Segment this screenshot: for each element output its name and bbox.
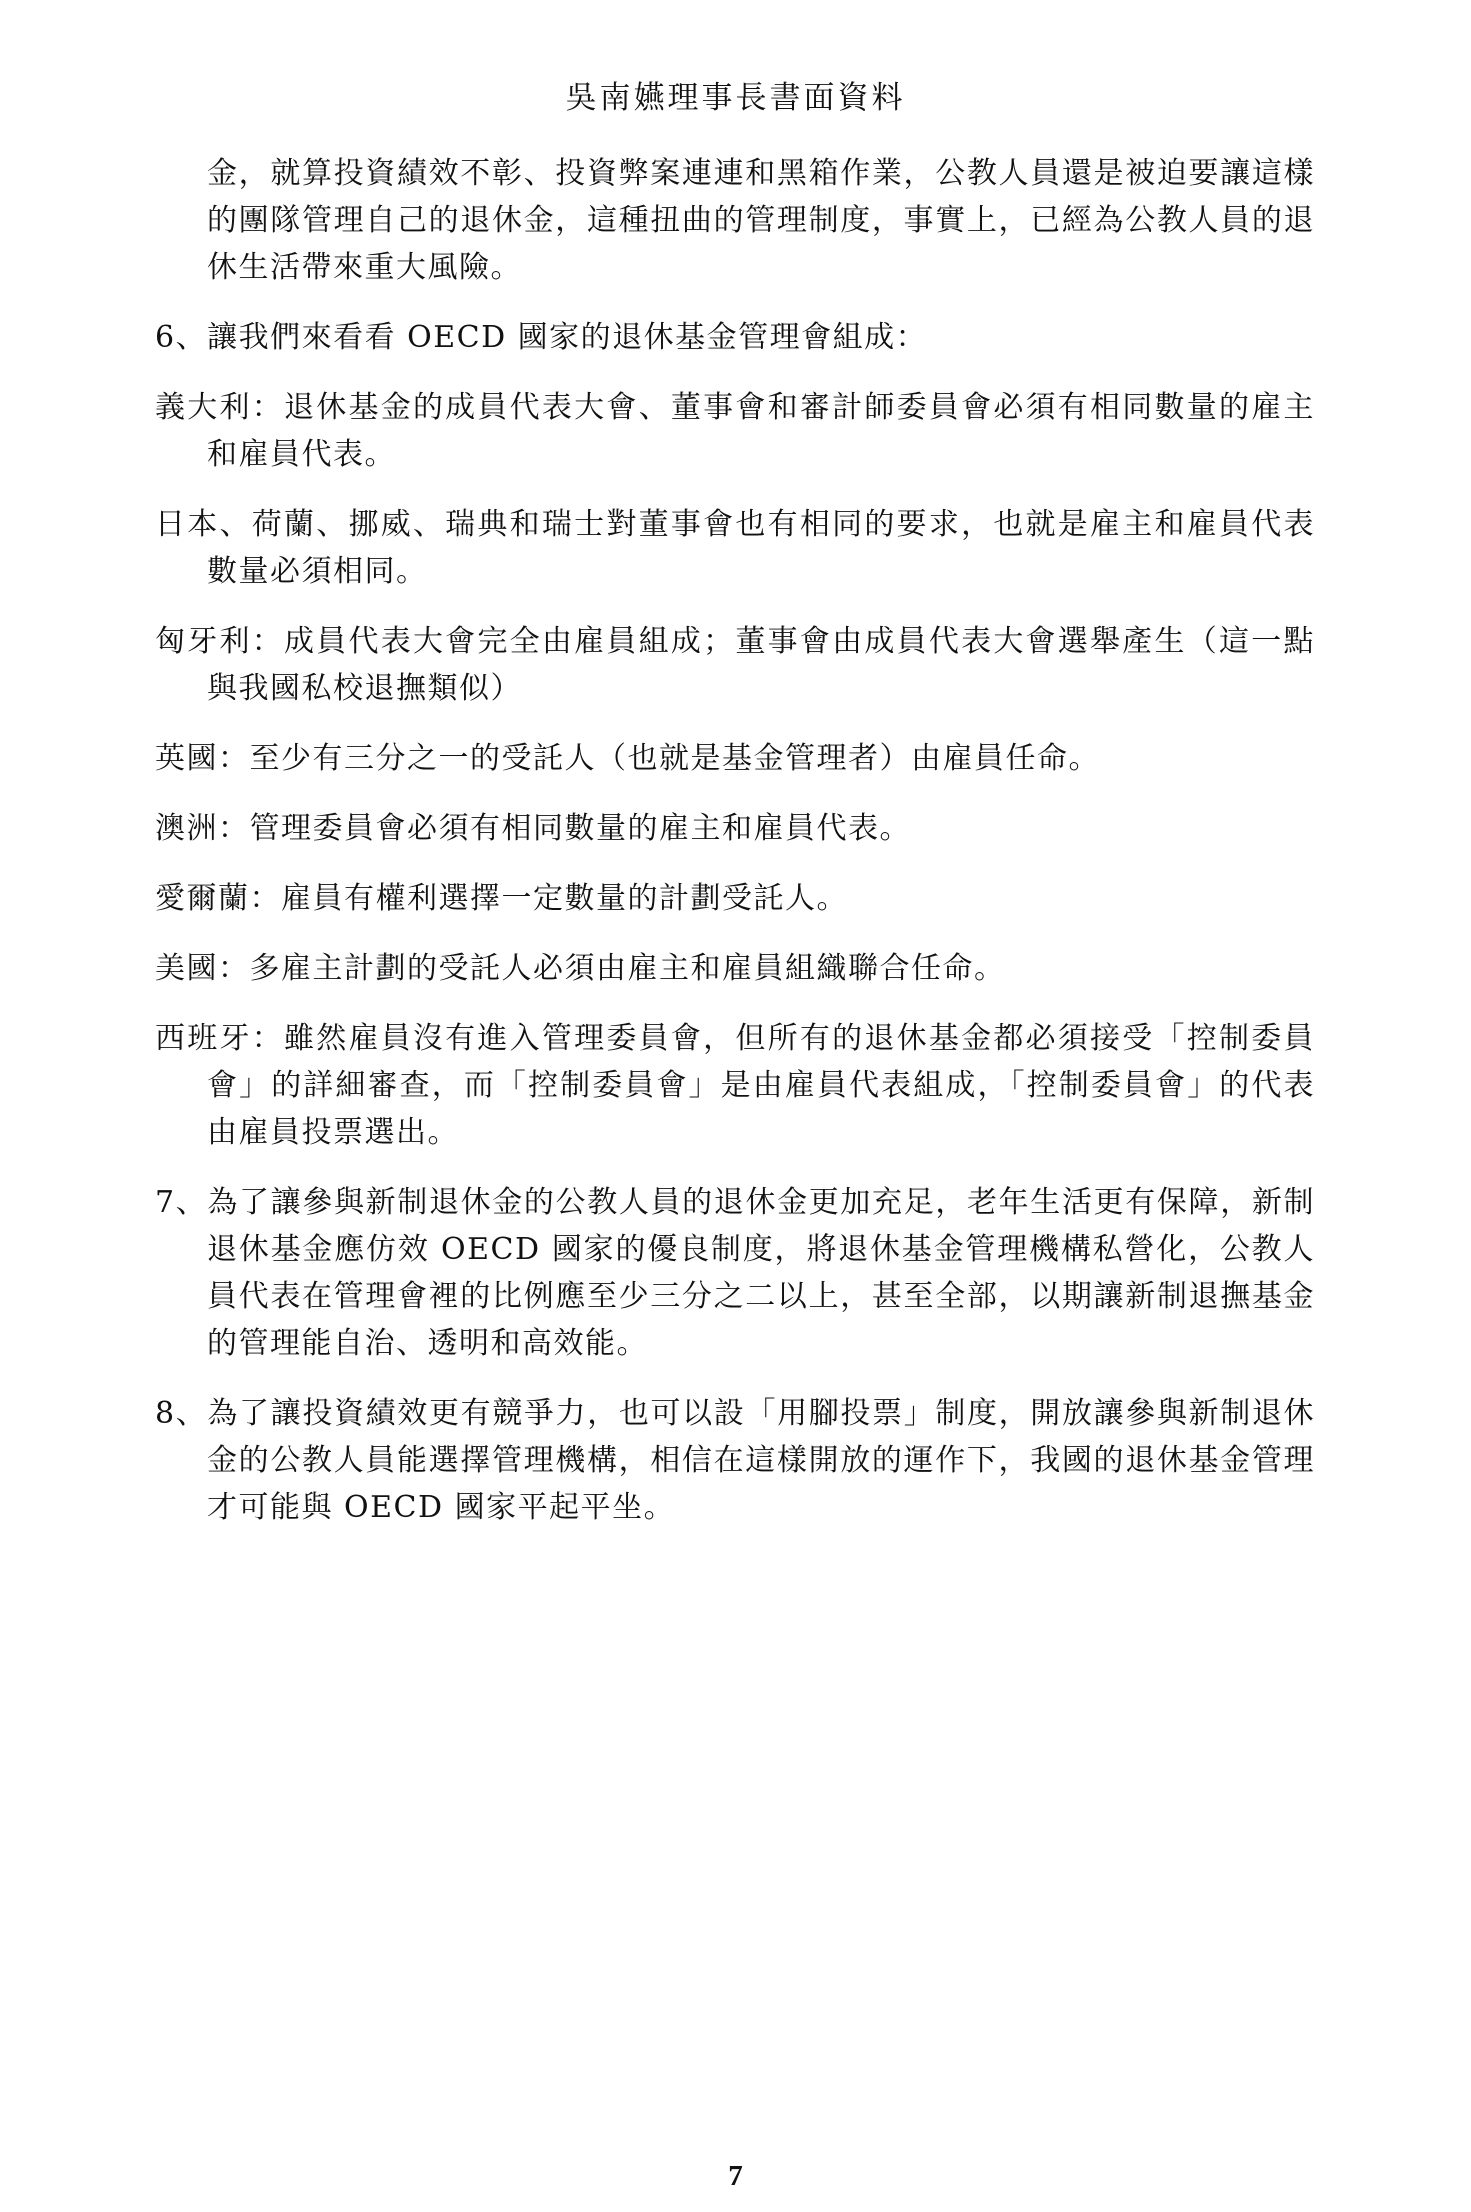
paragraph-item-7: 7、為了讓參與新制退休金的公教人員的退休金更加充足，老年生活更有保障，新制退休基金應仿效 OECD 國家的優良制度，將退休基金管理機構私營化，公教人員代表在管理會裡的比例應至少三分之二以上，甚至全部，以期讓新制退撫基金的管理能自治、透明和高效能。 xyxy=(155,1185,1315,1361)
paragraph-hungary: 匈牙利：成員代表大會完全由雇員組成；董事會由成員代表大會選舉產生（這一點與我國私校退撫類似） xyxy=(155,624,1315,706)
document-body xyxy=(155,150,1315,1554)
paragraph-ireland: 愛爾蘭：雇員有權利選擇一定數量的計劃受託人。 xyxy=(155,881,848,916)
paragraph-australia: 澳洲：管理委員會必須有相同數量的雇主和雇員代表。 xyxy=(155,811,911,846)
paragraph-usa: 美國：多雇主計劃的受託人必須由雇主和雇員組織聯合任命。 xyxy=(155,951,1006,986)
paragraph-japan-netherlands: 日本、荷蘭、挪威、瑞典和瑞士對董事會也有相同的要求，也就是雇主和雇員代表數量必須相同。 xyxy=(155,507,1315,589)
document-header: 吳南嬿理事長書面資料 xyxy=(565,80,906,116)
paragraph-continuation: 金，就算投資績效不彰、投資弊案連連和黑箱作業，公教人員還是被迫要讓這樣的團隊管理自己的退休金，這種扭曲的管理制度，事實上，已經為公教人員的退休生活帶來重大風險。 xyxy=(207,156,1315,285)
paragraph-italy: 義大利：退休基金的成員代表大會、董事會和審計師委員會必須有相同數量的雇主和雇員代表。 xyxy=(155,390,1315,472)
paragraph-item-6: 6、讓我們來看看 OECD 國家的退休基金管理會組成： xyxy=(155,320,928,355)
paragraph-item-8: 8、為了讓投資績效更有競爭力，也可以設「用腳投票」制度，開放讓參與新制退休金的公教人員能選擇管理機構，相信在這樣開放的運作下，我國的退休基金管理才可能與 OECD 國家平起平坐。 xyxy=(155,1396,1315,1525)
page-number: 7 xyxy=(728,2160,743,2192)
paragraph-uk: 英國：至少有三分之一的受託人（也就是基金管理者）由雇員任命。 xyxy=(155,741,1100,776)
paragraph-spain: 西班牙：雖然雇員沒有進入管理委員會，但所有的退休基金都必須接受「控制委員會」的詳細審查，而「控制委員會」是由雇員代表組成，「控制委員會」的代表由雇員投票選出。 xyxy=(155,1021,1315,1150)
